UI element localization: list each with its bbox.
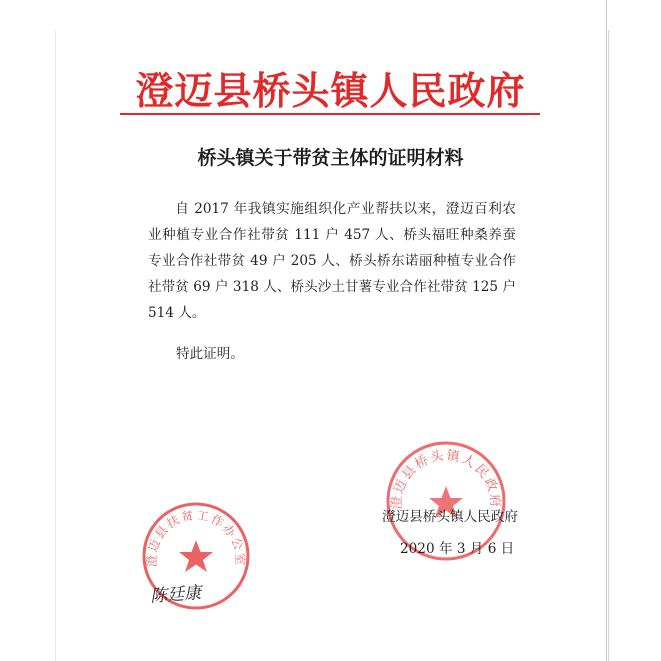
document-page bbox=[55, 30, 609, 661]
document-body bbox=[148, 196, 516, 326]
svg-text:澄迈县扶贫工作办公室: 澄迈县扶贫工作办公室 bbox=[144, 508, 248, 568]
handwritten-signature: 陈廷康 bbox=[149, 583, 202, 607]
letterhead-red-rule bbox=[120, 113, 540, 115]
signing-organization: 澄迈县桥头镇人民政府 bbox=[382, 509, 518, 525]
document-title: 桥头镇关于带贫主体的证明材料 bbox=[197, 147, 464, 169]
signing-date: 2020 年 3 月 6 日 bbox=[400, 541, 515, 557]
closing-statement: 特此证明。 bbox=[176, 346, 244, 362]
svg-text:澄迈县桥头镇人民政府: 澄迈县桥头镇人民政府 bbox=[389, 448, 503, 510]
body-paragraph: 自 2017 年我镇实施组织化产业帮扶以来，澄迈百利农业种植专业合作社带贫 111 户 457 人、桥头福旺种桑养蚕专业合作社带贫 49 户 205 人、桥头桥东诺丽种植专业合作社带贫 69 户 318 人、桥头沙土甘薯专业合作社带贫 125 户 514 人。 bbox=[148, 201, 516, 321]
issuer-letterhead: 澄迈县桥头镇人民政府 bbox=[135, 68, 526, 113]
